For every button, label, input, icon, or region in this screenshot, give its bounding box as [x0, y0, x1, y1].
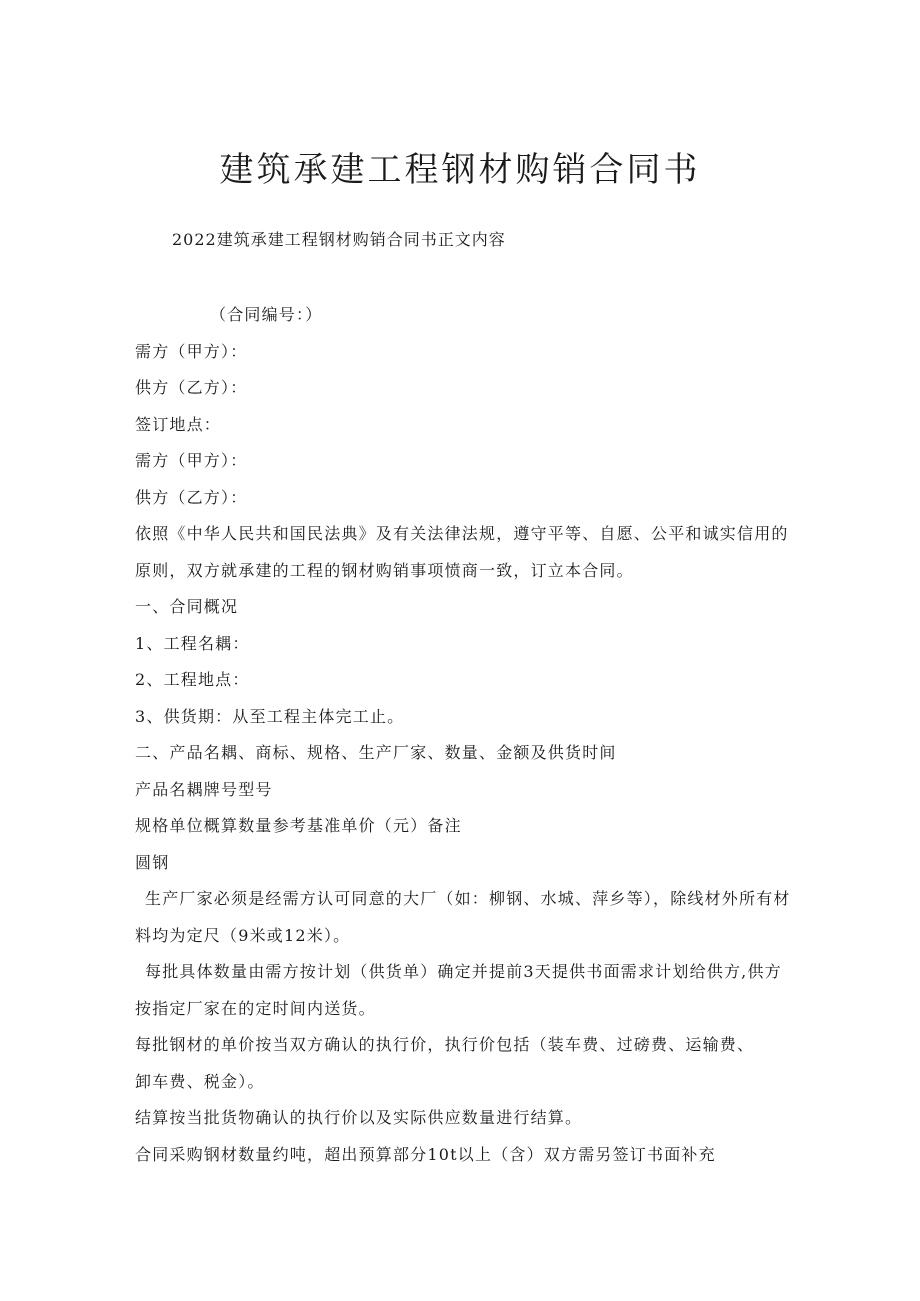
document-body	[135, 297, 790, 1173]
project-name-line: 1、工程名耦：	[135, 633, 250, 653]
unit-price-clause-line-2: 卸车费、税金）。	[135, 1071, 265, 1091]
supply-period-line: 3、供货期：从至工程主体完工止。	[135, 706, 405, 726]
batch-quantity-clause-line-1: 每批具体数量由需方按计划（供货单）确定并提前3天提供书面需求计划给供方,供方	[145, 962, 782, 981]
section-heading-overview: 一、合同概况	[135, 597, 239, 616]
preamble-line-2: 原则，双方就承建的工程的钢材购销事项愤商一致，订立本合同。	[135, 560, 634, 580]
manufacturer-clause-line-2: 料均为定尺（9米或12米）。	[135, 925, 351, 945]
manufacturer-clause-line-1: 生产厂家必须是经需方认可同意的大厂（如：柳钢、水城、萍乡等），除线材外所有材	[145, 889, 791, 908]
product-item-round-steel: 圆钢	[135, 852, 170, 872]
product-table-header-2: 规格单位概算数量参考基准单价（元）备注	[135, 816, 462, 835]
contract-number-line: （合同编号：）	[210, 305, 323, 324]
quantity-clause-line: 合同采购钢材数量约吨，超出预算部分10t以上（含）双方需另签订书面补充	[135, 1144, 716, 1164]
product-table-header-1: 产品名耦牌号型号	[135, 779, 273, 799]
section-heading-products: 二、产品名耦、商标、规格、生产厂家、数量、金额及供货时间	[135, 743, 617, 762]
batch-quantity-clause-line-2: 按指定厂家在的定时间内送货。	[135, 998, 376, 1018]
buyer-party-line: 需方（甲方）：	[135, 341, 248, 361]
document-title: 建筑承建工程钢材购销合同书	[219, 150, 701, 190]
preamble-line-1: 依照《中华人民共和国民法典》及有关法律法规，遵守平等、自愿、公平和诚实信用的	[135, 524, 789, 543]
buyer-party-line-2: 需方（甲方）：	[135, 451, 248, 470]
settlement-clause-line: 结算按当批货物确认的执行价以及实际供应数量进行结算。	[135, 1108, 583, 1127]
signing-place-line: 签订地点：	[135, 414, 222, 434]
project-location-line: 2、工程地点：	[135, 670, 250, 689]
seller-party-line-2: 供方（乙方）：	[135, 487, 248, 507]
document-subtitle: 2022建筑承建工程钢材购销合同书正文内容	[172, 230, 506, 249]
unit-price-clause-line-1: 每批钢材的单价按当双方确认的执行价，执行价包括（装车费、过磅费、运输费、	[135, 1035, 755, 1054]
seller-party-line: 供方（乙方）：	[135, 378, 248, 397]
